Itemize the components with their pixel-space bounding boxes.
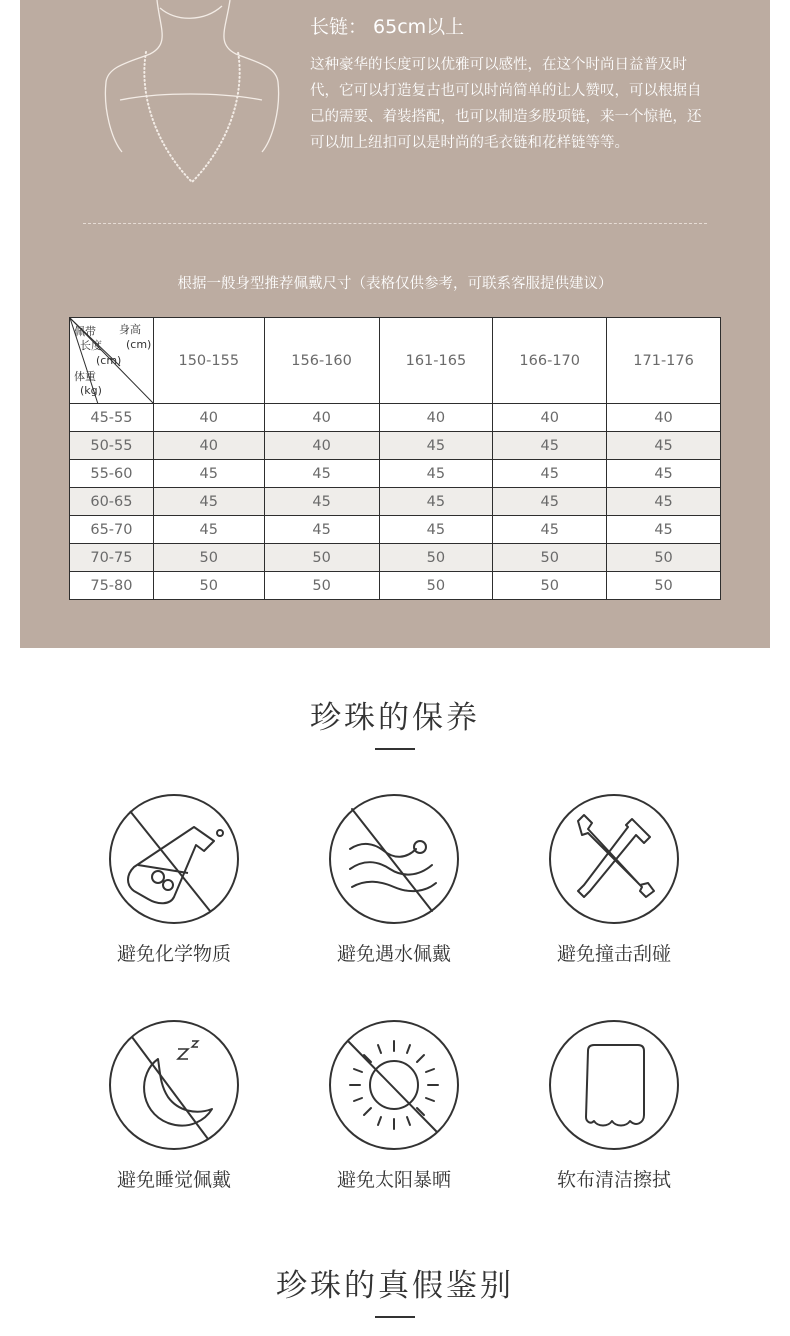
weight-cell: 70-75	[70, 544, 154, 572]
care-label: 避免睡觉佩戴	[116, 1169, 231, 1191]
moon-sleep-icon	[108, 1019, 240, 1151]
table-cell: 50	[607, 572, 721, 600]
care-section-title: 珍珠的保养	[310, 700, 480, 736]
table-row	[70, 460, 721, 488]
height-column-header: 171-176	[607, 318, 721, 404]
table-cell: 50	[264, 544, 379, 572]
table-cell: 50	[153, 544, 264, 572]
soft-cloth-icon	[548, 1019, 680, 1151]
care-item-sleep	[64, 1019, 284, 1192]
table-row	[70, 404, 721, 432]
authenticity-title-underline	[375, 1316, 415, 1318]
water-waves-icon	[328, 793, 460, 925]
table-cell: 45	[493, 460, 607, 488]
care-label: 避免太阳暴晒	[336, 1169, 451, 1191]
care-item-impact	[504, 793, 724, 966]
long-chain-panel	[20, 0, 770, 648]
table-cell: 50	[493, 572, 607, 600]
table-cell: 40	[607, 404, 721, 432]
table-cell: 45	[379, 460, 493, 488]
table-cell: 50	[153, 572, 264, 600]
table-cell: 40	[153, 432, 264, 460]
table-cell: 40	[264, 404, 379, 432]
corner-length-unit: (cm)	[96, 354, 122, 367]
table-cell: 40	[264, 432, 379, 460]
weight-cell: 60-65	[70, 488, 154, 516]
care-title-underline	[375, 748, 415, 750]
table-cell: 50	[607, 544, 721, 572]
care-label: 避免化学物质	[116, 943, 231, 965]
chain-length-description: 这种豪华的长度可以优雅可以感性，在这个时尚日益普及时代，它可以打造复古也可以时尚简单的让人赞叹，可以根据自己的需要、着装搭配，也可以制造多股项链，来一个惊艳，还可以加上纽扣可以是时尚的毛衣链和花样链等等。	[310, 57, 702, 151]
table-cell: 40	[379, 404, 493, 432]
height-column-header: 150-155	[153, 318, 264, 404]
care-item-water	[284, 793, 504, 966]
care-item-chemical	[64, 793, 284, 966]
table-cell: 45	[153, 488, 264, 516]
size-recommendation-table	[69, 317, 721, 600]
weight-cell: 45-55	[70, 404, 154, 432]
table-cell: 45	[493, 516, 607, 544]
table-cell: 45	[493, 488, 607, 516]
height-column-header: 166-170	[493, 318, 607, 404]
table-cell: 50	[493, 544, 607, 572]
care-label: 软布清洁擦拭	[556, 1169, 671, 1191]
corner-height-label: 身高	[119, 323, 141, 336]
corner-length-label: 长度	[80, 339, 102, 352]
wrench-hammer-icon	[548, 793, 680, 925]
table-cell: 45	[264, 516, 379, 544]
weight-cell: 50-55	[70, 432, 154, 460]
chemical-flask-icon	[108, 793, 240, 925]
table-cell: 40	[493, 404, 607, 432]
weight-cell: 75-80	[70, 572, 154, 600]
table-cell: 45	[153, 516, 264, 544]
weight-cell: 65-70	[70, 516, 154, 544]
table-cell: 45	[379, 432, 493, 460]
table-cell: 50	[379, 544, 493, 572]
authenticity-section-title: 珍珠的真假鉴别	[276, 1268, 514, 1304]
table-cell: 45	[607, 460, 721, 488]
table-cell: 45	[607, 432, 721, 460]
table-header-row	[70, 318, 721, 404]
corner-weight-unit: (kg)	[80, 384, 102, 397]
table-cell: 45	[493, 432, 607, 460]
sun-icon	[328, 1019, 460, 1151]
care-item-sun	[284, 1019, 504, 1192]
weight-cell: 55-60	[70, 460, 154, 488]
table-cell: 45	[264, 488, 379, 516]
height-column-header: 161-165	[379, 318, 493, 404]
care-item-cloth	[504, 1019, 724, 1192]
table-cell: 50	[264, 572, 379, 600]
care-label: 避免遇水佩戴	[336, 943, 451, 965]
care-label: 避免撞击刮碰	[556, 943, 671, 965]
table-cell: 45	[153, 460, 264, 488]
table-row	[70, 544, 721, 572]
corner-height-unit: (cm)	[126, 338, 152, 351]
height-column-header: 156-160	[264, 318, 379, 404]
table-cell: 45	[264, 460, 379, 488]
dashed-divider	[83, 223, 707, 224]
chain-length-title: 长链： 65cm以上	[310, 16, 465, 38]
table-cell: 45	[379, 488, 493, 516]
table-cell: 50	[379, 572, 493, 600]
corner-wear-label: 佩带	[74, 325, 96, 338]
table-row	[70, 516, 721, 544]
size-table-caption: 根据一般身型推荐佩戴尺寸（表格仅供参考，可联系客服提供建议）	[177, 276, 613, 292]
necklace-silhouette-icon	[100, 0, 280, 190]
table-row	[70, 432, 721, 460]
table-cell: 40	[153, 404, 264, 432]
corner-weight-label: 体重	[74, 370, 96, 383]
table-row	[70, 572, 721, 600]
table-cell: 45	[607, 516, 721, 544]
table-row	[70, 488, 721, 516]
table-corner-header	[70, 318, 154, 404]
table-cell: 45	[607, 488, 721, 516]
table-cell: 45	[379, 516, 493, 544]
